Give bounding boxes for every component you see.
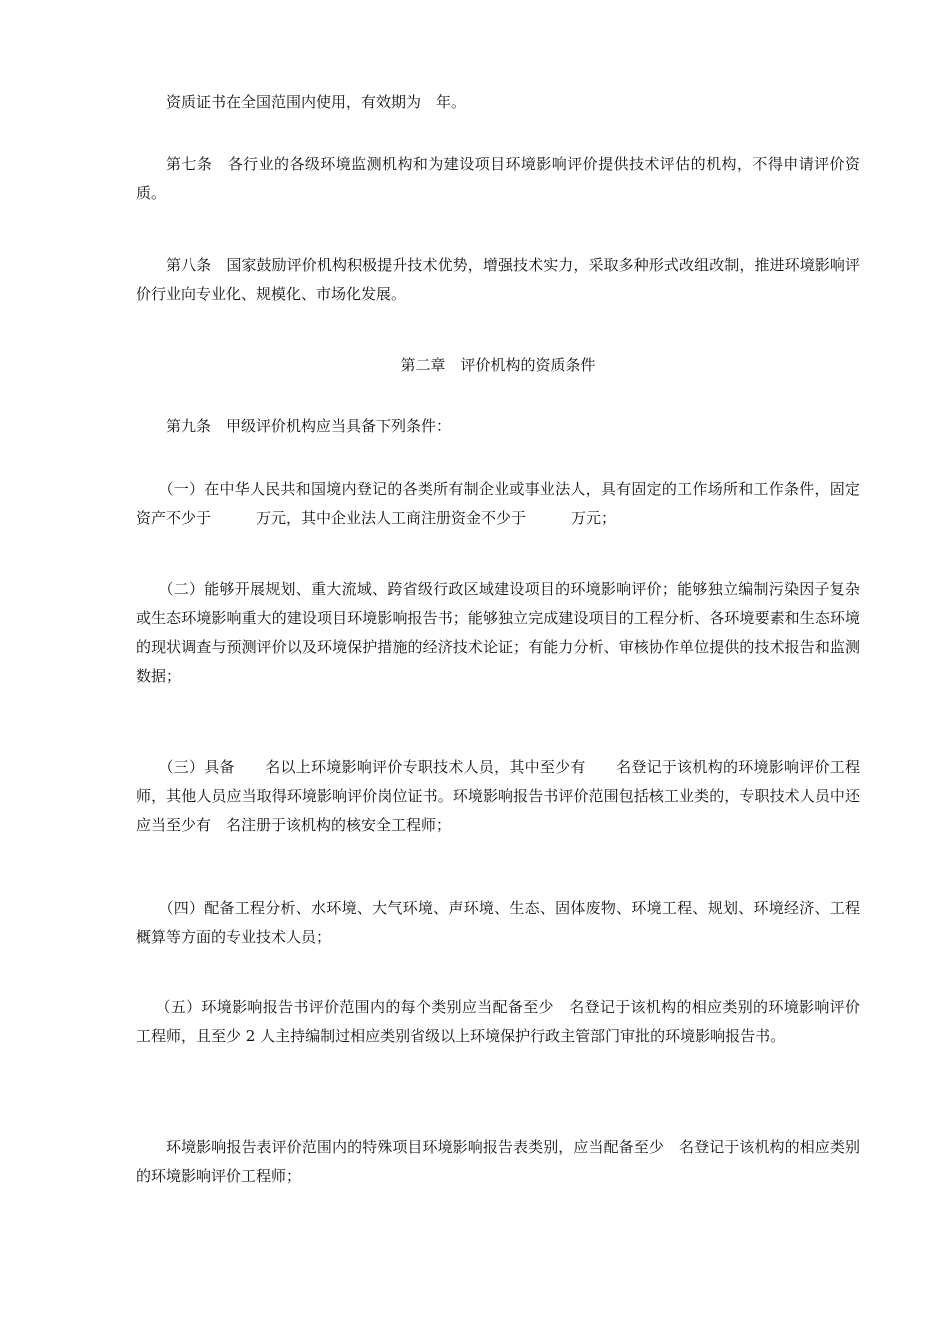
paragraph-item-2: （二）能够开展规划、重大流域、跨省级行政区域建设项目的环境影响评价；能够独立编制污染因子复杂或生态环境影响重大的建设项目环境影响报告书；能够独立完成建设项目的工程分析、各环境要素和生态环境的现状调查与预测评价以及环境保护措施的经济技术论证；有能力分析、审核协作单位提供的技术报告和监测数据；	[136, 580, 860, 685]
paragraph-item-4: （四）配备工程分析、水环境、大气环境、声环境、生态、固体废物、环境工程、规划、环境经济、工程概算等方面的专业技术人员；	[136, 899, 860, 946]
paragraph-item-3: （三）具备 名以上环境影响评价专职技术人员，其中至少有 名登记于该机构的环境影响评价工程师，其他人员应当取得环境影响评价岗位证书。环境影响报告书评价范围包括核工业类的，专职技术人员中还应当至少有 名注册于该机构的核安全工程师；	[136, 758, 860, 834]
chapter-heading: 第二章 评价机构的资质条件	[400, 356, 596, 374]
paragraph-item-5: （五）环境影响报告书评价范围内的每个类别应当配备至少 名登记于该机构的相应类别的环境影响评价工程师，且至少 2 人主持编制过相应类别省级以上环境保护行政主管部门审批的环境影响报告书。	[136, 998, 860, 1045]
paragraph-article-9: 第九条 甲级评价机构应当具备下列条件：	[166, 417, 452, 435]
paragraph-report-form-requirement: 环境影响报告表评价范围内的特殊项目环境影响报告表类别，应当配备至少 名登记于该机构的相应类别的环境影响评价工程师；	[136, 1138, 860, 1185]
paragraph-article-7: 第七条 各行业的各级环境监测机构和为建设项目环境影响评价提供技术评估的机构，不得申请评价资质。	[136, 155, 860, 202]
paragraph-item-1: （一）在中华人民共和国境内登记的各类所有制企业或事业法人，具有固定的工作场所和工作条件，固定资产不少于 万元，其中企业法人工商注册资金不少于 万元；	[136, 480, 860, 527]
paragraph-article-8: 第八条 国家鼓励评价机构积极提升技术优势，增强技术实力，采取多种形式改组改制，推进环境影响评价行业向专业化、规模化、市场化发展。	[136, 256, 860, 303]
paragraph-certificate-validity: 资质证书在全国范围内使用，有效期为 年。	[166, 93, 467, 111]
